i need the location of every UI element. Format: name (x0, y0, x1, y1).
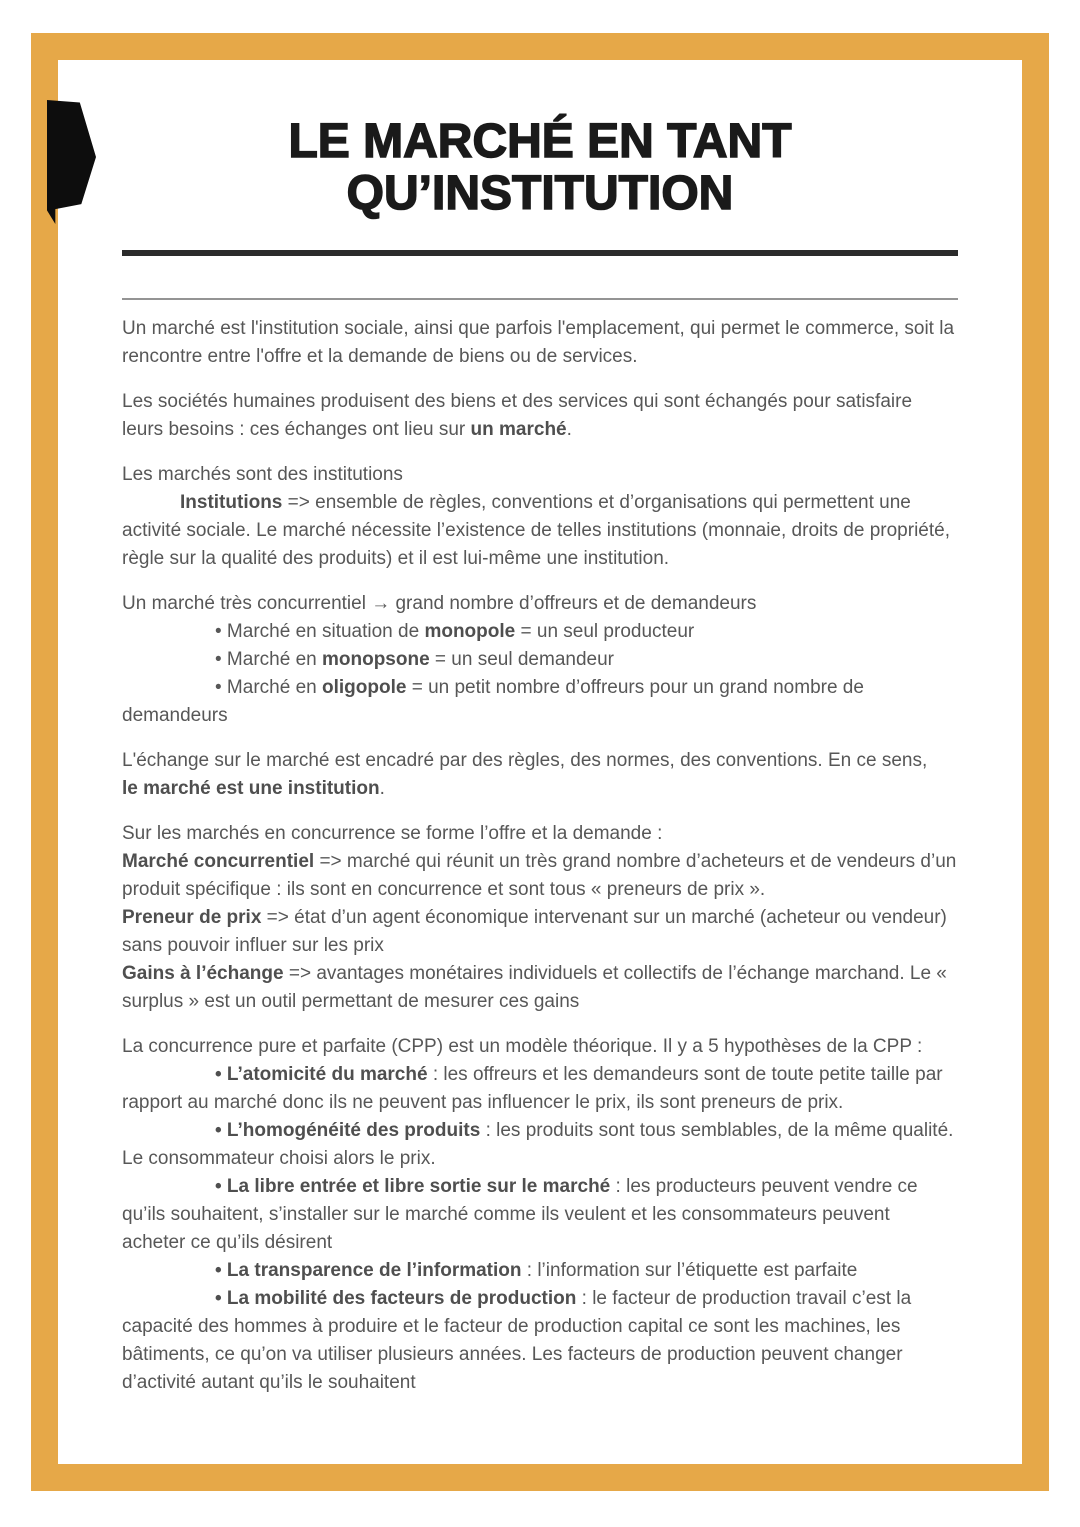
bold-term: • L’atomicité du marché (215, 1064, 428, 1085)
text-run: • Marché en (215, 649, 322, 670)
bold-term: Institutions (180, 492, 283, 513)
text-run: Sur les marchés en concurrence se forme l’offre et la demande : (122, 823, 663, 844)
text-run: L'échange sur le marché est encadré par des règles, des normes, des conventions. En ce sens, (122, 750, 928, 771)
page-content (58, 60, 1022, 1464)
text-run: La concurrence pure et parfaite (CPP) est un modèle théorique. Il y a 5 hypothèses de la CPP : (122, 1036, 923, 1057)
bold-term: oligopole (321, 677, 407, 698)
bullet-item (122, 1257, 958, 1285)
page-title (122, 116, 958, 220)
text-run: : les offreurs et les demandeurs sont de toute petite taille par rapport au marché donc ils ne peuvent pas influencer le prix, ils sont preneurs de prix. (122, 1064, 943, 1113)
bold-term: un marché (470, 419, 567, 440)
title-underline-thick (122, 250, 958, 256)
paragraph (122, 461, 958, 489)
text-run: Un marché est l'institution sociale, ainsi que parfois l'emplacement, qui permet le commerce, soit la rencontre entre l'offre et la demande de biens ou de services. (122, 318, 955, 367)
bold-term: le marché est une institution (122, 778, 380, 799)
bullet-item (122, 646, 958, 674)
text-run: => marché qui réunit un très grand nombre d’acheteurs et de vendeurs d’un produit spécifique : ils sont en concurrence et sont tous « preneurs de prix ». (122, 851, 957, 900)
bold-term: monopsone (321, 649, 430, 670)
text-run: = un petit nombre d’offreurs pour un grand nombre de demandeurs (122, 677, 864, 726)
text-run: Un marché très concurrentiel → grand nombre d’offreurs et de demandeurs (122, 593, 757, 614)
paragraph (122, 820, 958, 848)
text-run: = un seul demandeur (429, 649, 614, 670)
text-run: : les producteurs peuvent vendre ce qu’ils souhaitent, s’installer sur le marché comme ils veulent et les consommateurs peuvent acheter ce qu’ils désirent (122, 1176, 918, 1253)
bold-term: Marché concurrentiel (122, 851, 315, 872)
paragraph (122, 1033, 958, 1061)
bold-term: monopole (424, 621, 516, 642)
bullet-item (122, 1061, 958, 1117)
paragraph (122, 848, 958, 904)
text-run: => état d’un agent économique intervenant sur un marché (acheteur ou vendeur) sans pouvoir influer sur les prix (122, 907, 947, 956)
paragraph (122, 590, 958, 618)
text-run: • Marché en situation de (215, 621, 425, 642)
text-run: . (566, 419, 572, 440)
bullet-item (122, 1173, 958, 1257)
text-run: Les sociétés humaines produisent des biens et des services qui sont échangés pour satisfaire leurs besoins : ces échanges ont lieu sur (122, 391, 913, 440)
bold-term: • La mobilité des facteurs de production (215, 1288, 577, 1309)
text-run: => avantages monétaires individuels et collectifs de l’échange marchand. Le « surplus » est un outil permettant de mesurer ces gains (122, 963, 947, 1012)
bold-term: • La libre entrée et libre sortie sur le marché (215, 1176, 611, 1197)
paragraph (122, 747, 958, 803)
paragraph (122, 388, 958, 444)
bullet-item (122, 1285, 958, 1397)
paragraph (122, 960, 958, 1016)
text-run: Les marchés sont des institutions (122, 464, 403, 485)
bullet-item (122, 1117, 958, 1173)
bullet-item (122, 618, 958, 646)
text-run: : l’information sur l’étiquette est parfaite (521, 1260, 858, 1281)
document-body (122, 315, 958, 1397)
paragraph (122, 489, 958, 573)
bold-term: Gains à l’échange (122, 963, 284, 984)
bullet-item (122, 674, 958, 730)
bold-term: • La transparence de l’information (215, 1260, 522, 1281)
text-run: . (379, 778, 385, 799)
bold-term: • L’homogénéité des produits (215, 1120, 481, 1141)
title-underline-thin (122, 298, 958, 300)
text-run: • Marché en (215, 677, 322, 698)
page-title-line-1: LE MARCHÉ EN TANT (288, 115, 792, 168)
text-run: => ensemble de règles, conventions et d’organisations qui permettent une activité sociale. Le marché nécessite l’existence de telles institutions (monnaie, droits de propriété, règle sur la qualité des produits) et il est lui-même une institution. (122, 492, 950, 569)
paragraph (122, 904, 958, 960)
bold-term: Preneur de prix (122, 907, 262, 928)
text-run: : les produits sont tous semblables, de la même qualité. Le consommateur choisi alors le prix. (122, 1120, 954, 1169)
text-column (122, 116, 958, 1397)
text-run: : le facteur de production travail c’est la capacité des hommes à produire et le facteur de production capital ce sont les machines, les bâtiments, ce qu’on va utiliser plusieurs années. Les facteurs de production peuvent changer d’activité autant qu’ils le souhaitent (122, 1288, 912, 1393)
text-run: = un seul producteur (515, 621, 695, 642)
paragraph (122, 315, 958, 371)
page-title-line-2: QU’INSTITUTION (346, 167, 734, 220)
